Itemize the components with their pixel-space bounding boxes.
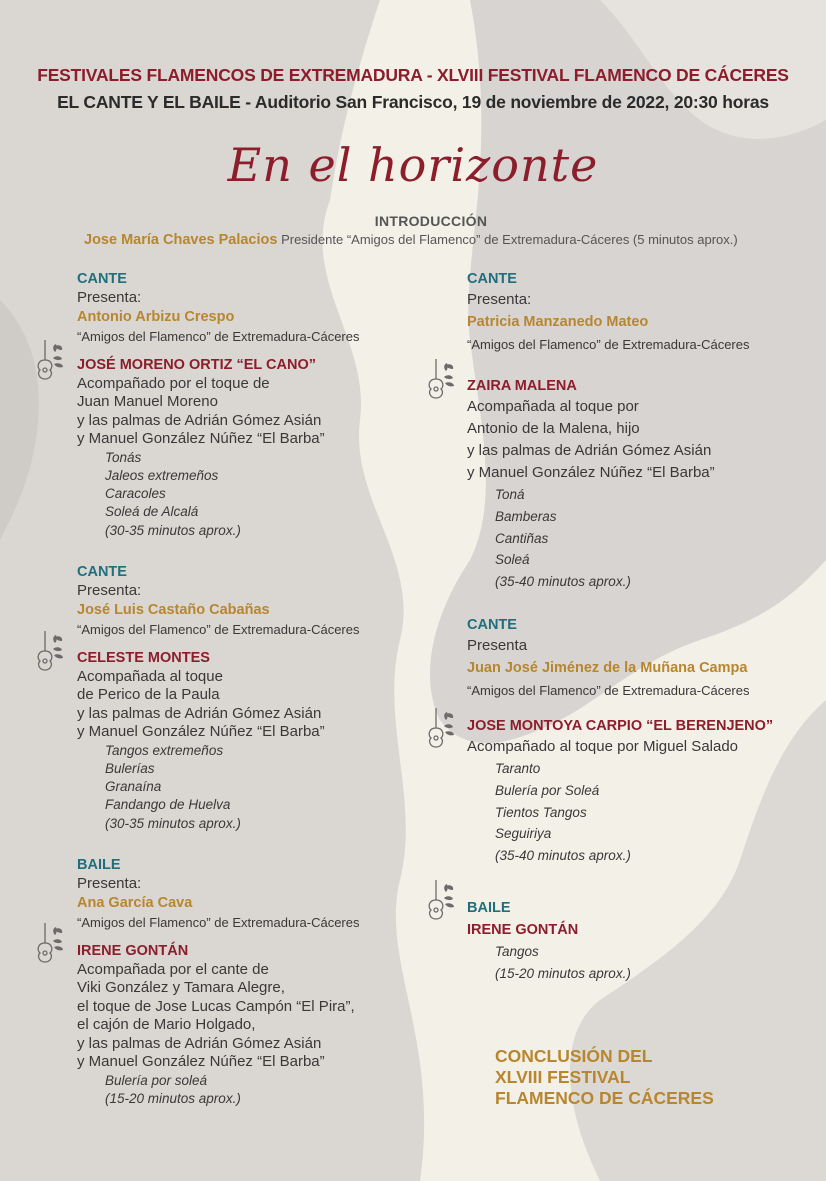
- act-block-right-3: [467, 897, 822, 985]
- act-block-left-2: [77, 563, 437, 833]
- detail-line: Acompañada al toque por: [467, 398, 639, 415]
- detail-line: y las palmas de Adrián Gómez Asián: [77, 411, 322, 429]
- piece: Seguiriya: [495, 826, 552, 842]
- conclusion-line: FLAMENCO DE CÁCERES: [495, 1088, 714, 1108]
- piece: Granaína: [105, 779, 162, 795]
- piece: Bulería por Soleá: [495, 782, 600, 798]
- artist-name: JOSÉ MORENO ORTIZ “EL CANO”: [77, 356, 317, 373]
- association: “Amigos del Flamenco” de Extremadura-Cáceres: [77, 328, 360, 344]
- duration: (35-40 minutos aprox.): [495, 574, 631, 590]
- conclusion-line: CONCLUSIÓN DEL: [495, 1046, 653, 1066]
- presenter-name: Antonio Arbizu Crespo: [77, 308, 235, 325]
- guitar-logo-icon: [424, 357, 458, 401]
- duration: (30-35 minutos aprox.): [105, 522, 241, 538]
- section-label: CANTE: [467, 617, 517, 633]
- intro-name: Jose María Chaves Palacios: [84, 232, 278, 248]
- detail-line: y Manuel González Núñez “El Barba”: [467, 464, 715, 481]
- detail-line: Acompañada al toque: [77, 667, 223, 685]
- piece: Cantiñas: [495, 530, 549, 546]
- detail-line: y Manuel González Núñez “El Barba”: [77, 430, 325, 447]
- presenta-label: Presenta:: [77, 582, 142, 599]
- detail-line: Acompañada por el cante de: [77, 960, 269, 978]
- guitar-logo-icon: [33, 629, 67, 673]
- association: “Amigos del Flamenco” de Extremadura-Cáceres: [77, 914, 360, 930]
- guitar-logo-icon: [424, 706, 458, 750]
- detail-line: y las palmas de Adrián Gómez Asián: [77, 1034, 322, 1052]
- piece: Bulerías: [105, 760, 155, 776]
- section-label: BAILE: [467, 900, 511, 916]
- piece: Fandango de Huelva: [105, 797, 231, 813]
- presenta-label: Presenta:: [77, 875, 142, 892]
- piece: Taranto: [495, 761, 541, 776]
- intro-role: Presidente “Amigos del Flamenco” de Extremadura-Cáceres (5 minutos aprox.): [277, 232, 738, 247]
- detail-line: el cajón de Mario Holgado,: [77, 1016, 256, 1033]
- detail-line: y Manuel González Núñez “El Barba”: [77, 723, 325, 740]
- piece: Tonás: [105, 449, 142, 465]
- presenter-name: José Luis Castaño Cabañas: [77, 601, 270, 618]
- event-subtitle: EL CANTE Y EL BAILE - Auditorio San Francisco, 19 de noviembre de 2022, 20:30 horas: [57, 92, 769, 112]
- section-label: CANTE: [77, 564, 127, 580]
- artist-name: IRENE GONTÁN: [467, 922, 579, 938]
- presenta-label: Presenta:: [467, 291, 532, 308]
- detail-line: Antonio de la Malena, hijo: [467, 420, 640, 437]
- detail-line: el toque de Jose Lucas Campón “El Pira”,: [77, 997, 355, 1015]
- piece: Toná: [495, 487, 525, 502]
- act-block-right-1: [467, 270, 822, 593]
- presenter-name: Juan José Jiménez de la Muñana Campa: [467, 660, 748, 676]
- association: “Amigos del Flamenco” de Extremadura-Cáceres: [467, 337, 750, 352]
- piece: Soleá: [495, 552, 530, 568]
- detail-line: Acompañado por el toque de: [77, 374, 270, 392]
- section-label: CANTE: [77, 271, 127, 287]
- act-block-left-1: [77, 270, 437, 540]
- artist-name: JOSE MONTOYA CARPIO “EL BERENJENO”: [467, 718, 774, 734]
- intro-line: [84, 232, 824, 248]
- festival-title: FESTIVALES FLAMENCOS DE EXTREMADURA - XLVIII FESTIVAL FLAMENCO DE CÁCERES: [37, 65, 789, 85]
- conclusion-line: XLVIII FESTIVAL: [495, 1067, 631, 1087]
- section-label: BAILE: [77, 857, 121, 873]
- association: “Amigos del Flamenco” de Extremadura-Cáceres: [467, 683, 750, 698]
- duration: (30-35 minutos aprox.): [105, 815, 241, 831]
- detail-line: y las palmas de Adrián Gómez Asián: [467, 442, 712, 459]
- act-block-left-3: [77, 856, 437, 1108]
- piece: Bamberas: [495, 508, 557, 524]
- piece: Tangos extremeños: [105, 742, 224, 758]
- presenter-name: Patricia Manzanedo Mateo: [467, 314, 649, 330]
- artist-name: CELESTE MONTES: [77, 649, 210, 666]
- piece: Jaleos extremeños: [105, 467, 219, 483]
- guitar-logo-icon: [424, 878, 458, 922]
- guitar-logo-icon: [33, 338, 67, 382]
- act-block-right-2: [467, 616, 822, 867]
- duration: (15-20 minutos aprox.): [495, 965, 631, 981]
- guitar-logo-icon: [33, 921, 67, 965]
- detail-line: Juan Manuel Moreno: [77, 393, 218, 410]
- detail-line: y las palmas de Adrián Gómez Asián: [77, 704, 322, 722]
- section-label: CANTE: [467, 271, 517, 287]
- artist-name: IRENE GONTÁN: [77, 942, 189, 959]
- program-title: En el horizonte: [227, 138, 599, 192]
- piece: Bulería por soleá: [105, 1072, 208, 1088]
- detail-line: y Manuel González Núñez “El Barba”: [77, 1053, 325, 1070]
- piece: Tangos: [495, 944, 539, 959]
- detail-line: Acompañado al toque por Miguel Salado: [467, 738, 739, 755]
- duration: (35-40 minutos aprox.): [495, 848, 631, 864]
- duration: (15-20 minutos aprox.): [105, 1090, 241, 1106]
- presenta-label: Presenta: [467, 637, 528, 654]
- piece: Soleá de Alcalá: [105, 504, 199, 520]
- artist-name: ZAIRA MALENA: [467, 378, 577, 394]
- piece: Tientos Tangos: [495, 804, 587, 820]
- conclusion: [495, 1046, 714, 1109]
- presenter-name: Ana García Cava: [77, 894, 193, 911]
- association: “Amigos del Flamenco” de Extremadura-Cáceres: [77, 621, 360, 637]
- piece: Caracoles: [105, 486, 166, 502]
- detail-line: de Perico de la Paula: [77, 686, 220, 703]
- intro-label: INTRODUCCIÓN: [374, 213, 488, 229]
- detail-line: Viki González y Tamara Alegre,: [77, 979, 285, 996]
- presenta-label: Presenta:: [77, 289, 142, 306]
